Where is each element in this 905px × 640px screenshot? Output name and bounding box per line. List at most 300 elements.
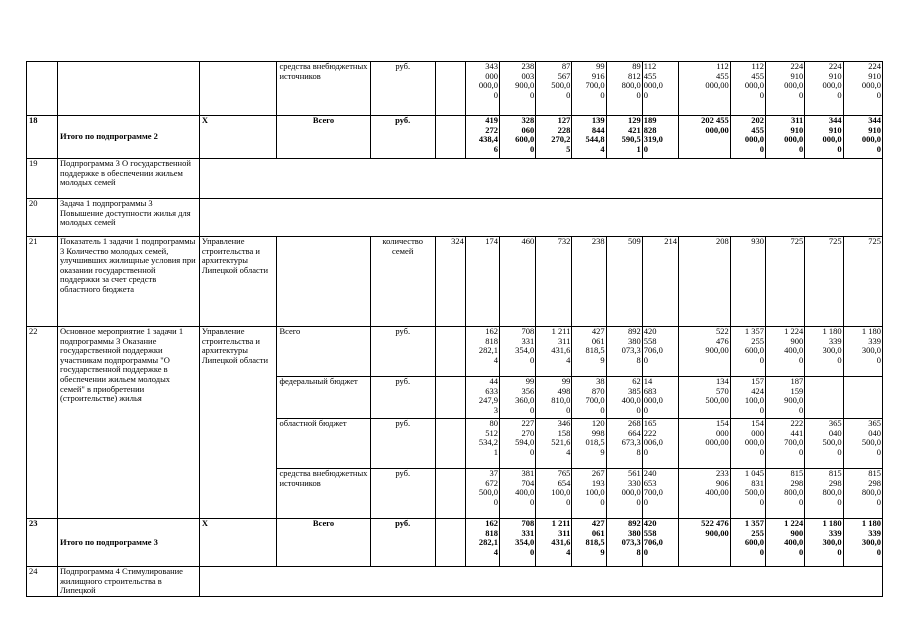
cell-line: 000,0 (744, 134, 764, 145)
value-cell: 509 (606, 237, 642, 327)
row-number: 18 (27, 116, 58, 159)
cell-line: 0 (643, 496, 649, 507)
cell-line: 073,3 (621, 345, 641, 356)
cell-line: 910 (828, 124, 842, 135)
cell-line: 202 (751, 115, 764, 125)
cell-line: 800,0 (784, 487, 804, 498)
cell-line: 62 (632, 376, 641, 386)
cell-line: 365 (868, 418, 881, 428)
cell-line: 4 (566, 446, 571, 457)
cell-line: 800,0 (822, 487, 842, 498)
value-cell: 460 (499, 237, 535, 327)
cell-line: 706,0 (643, 345, 663, 356)
cell-line: 354,0 (515, 345, 535, 356)
cell-line: 672 (485, 477, 498, 488)
cell-line: 818 (485, 527, 498, 538)
cell-line: 120 (591, 418, 605, 428)
funding-source: областной бюджет (277, 419, 370, 469)
value-cell (730, 469, 765, 519)
section-title: Задача 1 подпрограммы 3 Повышение доступности жилья для молодых семей (58, 199, 200, 237)
cell-line: 0 (636, 496, 641, 507)
value-cell (730, 327, 765, 377)
cell-line: 0 (600, 89, 605, 100)
cell-line: 906 (716, 477, 729, 488)
cell-line: 37 (489, 468, 498, 478)
cell-line: 0 (799, 89, 804, 100)
cell-line: 000,0 (744, 437, 764, 448)
unit: руб. (370, 519, 435, 567)
cell-line: 222 (643, 427, 657, 438)
cell-line: 633 (485, 385, 498, 396)
value-cell (805, 116, 843, 159)
value-cell (805, 62, 843, 116)
cell-line: 000,0 (478, 80, 498, 91)
executor: X (199, 519, 277, 567)
cell-line: 0 (600, 404, 605, 415)
cell-line: 0 (529, 89, 535, 100)
cell-line: 431,6 (551, 537, 571, 548)
value-cell (765, 116, 804, 159)
cell-line: 664 (628, 427, 641, 438)
value-cell: 174 (465, 237, 499, 327)
cell-line: 255 (751, 527, 764, 538)
cell-line: 189 (643, 115, 657, 125)
cell-line: 0 (759, 496, 764, 507)
cell-line: 300,0 (822, 537, 842, 548)
cell-line: 828 (643, 124, 657, 135)
value-cell (572, 116, 606, 159)
cell-line: 831 (751, 477, 764, 488)
value-cell (805, 327, 843, 377)
value-cell (499, 519, 535, 567)
cell-line: 708 (521, 326, 535, 336)
cell-line: 330 (628, 477, 641, 488)
value-cell: 214 (642, 237, 678, 327)
value-cell (679, 419, 731, 469)
cell-line: 003 (521, 70, 535, 81)
budget-table (26, 61, 883, 597)
cell-line: 224 (868, 61, 881, 71)
row-name: Основное мероприятие 1 задачи 1 подпрограммы 3 Оказание государственной поддержки участникам подпрограммы "О государственной поддержке в обеспечении жильем молодых семей" в приобретении (строительстве) жилья (58, 327, 200, 519)
cell-line: 6 (493, 143, 498, 154)
cell-line: 040 (868, 427, 881, 438)
row-number: 20 (27, 199, 58, 237)
value-cell (606, 469, 642, 519)
cell-line: 441 (790, 427, 804, 438)
cell-line: 400,0 (515, 487, 535, 498)
value-cell (572, 419, 606, 469)
cell-line: 590,5 (621, 134, 641, 145)
cell-line: 400,0 (621, 395, 641, 406)
value-cell (536, 327, 572, 377)
cell-line: 100,0 (551, 487, 571, 498)
cell-line: 9 (600, 546, 605, 557)
value-cell: 725 (805, 237, 843, 327)
cell-line: 331 (521, 527, 535, 538)
cell-line: 815 (828, 468, 842, 478)
cell-line: 8 (636, 354, 641, 365)
value-cell (536, 377, 572, 419)
cell-line: 420 (643, 518, 657, 528)
cell-line: 4 (600, 143, 605, 154)
cell-line: 455 (716, 70, 729, 81)
cell-line: 500,0 (861, 437, 881, 448)
cell-line: 561 (628, 468, 641, 478)
cell-line: 0 (759, 89, 764, 100)
cell-line: 1 180 (861, 518, 881, 528)
value-cell: 732 (536, 237, 572, 327)
cell-line: 162 (485, 518, 498, 528)
cell-line: 193 (591, 477, 605, 488)
cell-line: 187 (790, 376, 804, 386)
value-cell: 725 (843, 237, 882, 327)
cell-line: 700,0 (585, 80, 605, 91)
cell-line: 998 (591, 427, 605, 438)
cell-line: 344 (868, 115, 881, 125)
value-cell (679, 469, 731, 519)
cell-line: 870 (591, 385, 605, 396)
cell-line: 600,0 (515, 134, 535, 145)
cell-line: 006,0 (643, 437, 663, 448)
row-number (27, 62, 58, 116)
cell-line: 000,0 (822, 80, 842, 91)
value-cell (572, 327, 606, 377)
cell-line: 800,0 (861, 487, 881, 498)
cell-line: 812 (628, 70, 641, 81)
value-cell (536, 419, 572, 469)
row-name (58, 62, 200, 116)
cell-line: 600,0 (744, 537, 764, 548)
cell-line: 000,0 (784, 80, 804, 91)
value-cell (642, 469, 678, 519)
cell-line: 0 (759, 546, 764, 557)
cell-line: 224 (790, 61, 804, 71)
row-name: Показатель 1 задачи 1 подпрограммы 3 Количество молодых семей, улучшивших жилищные условия при оказании государственной поддержки за счет средств областного бюджета (58, 237, 200, 327)
value-cell (499, 419, 535, 469)
cell-line: 298 (868, 477, 881, 488)
unit: количество семей (370, 237, 435, 327)
cell-line: 498 (557, 385, 571, 396)
cell-line: 0 (529, 404, 535, 415)
cell-line: 900,0 (515, 80, 535, 91)
cell-line: 558 (643, 527, 657, 538)
empty-cell (199, 567, 882, 597)
cell-line: 0 (643, 446, 649, 457)
row-name: Итого по подпрограмме 3 (58, 519, 200, 567)
value-cell (465, 419, 499, 469)
cell-line: 0 (529, 143, 535, 154)
cell-line: 061 (591, 335, 605, 346)
cell-line: 910 (828, 70, 842, 81)
section-row (27, 567, 883, 597)
cell-line: 1 357 (744, 326, 764, 336)
cell-line: 0 (600, 496, 605, 507)
table-row (27, 237, 883, 327)
cell-line: 910 (790, 70, 804, 81)
cell-line: 139 (591, 115, 605, 125)
cell-line: 165 (643, 418, 657, 428)
value-cell (843, 519, 882, 567)
value-cell (642, 377, 678, 419)
value-cell (536, 469, 572, 519)
value-cell: 324 (435, 237, 465, 327)
empty-cell (435, 519, 465, 567)
cell-line: 060 (521, 124, 535, 135)
cell-line: 9 (600, 354, 605, 365)
table-body (27, 62, 883, 597)
cell-line: 346 (557, 418, 571, 428)
cell-line: 0 (876, 89, 881, 100)
cell-line: 000,0 (784, 134, 804, 145)
value-cell (499, 62, 535, 116)
cell-line: 000,0 (643, 80, 663, 91)
cell-line: 158 (557, 427, 571, 438)
value-cell (642, 519, 678, 567)
cell-line: 455 (751, 70, 764, 81)
cell-line: 815 (790, 468, 804, 478)
cell-line: 44 (489, 376, 498, 386)
cell-line: 0 (837, 89, 842, 100)
table-row (27, 327, 883, 377)
value-cell (765, 327, 804, 377)
cell-line: 420 (643, 326, 657, 336)
cell-line: 704 (521, 477, 535, 488)
cell-line: 1 (493, 446, 498, 457)
cell-line: 000,0 (861, 134, 881, 145)
value-cell (730, 62, 765, 116)
cell-line: 344 (828, 115, 842, 125)
value-cell (572, 469, 606, 519)
cell-line: 1 224 (784, 326, 804, 336)
value-cell (536, 62, 572, 116)
value-cell (465, 469, 499, 519)
cell-line: 311 (558, 527, 571, 538)
cell-line: 000 (751, 427, 764, 438)
cell-line: 339 (868, 335, 881, 346)
cell-line: 018,5 (585, 437, 605, 448)
value-cell (536, 116, 572, 159)
cell-line: 892 (628, 518, 641, 528)
value-cell (679, 62, 731, 116)
unit: руб. (370, 62, 435, 116)
value-cell (606, 519, 642, 567)
cell-line: 100,0 (744, 395, 764, 406)
empty-cell (435, 116, 465, 159)
value-cell (606, 116, 642, 159)
value-cell (465, 519, 499, 567)
cell-line: 0 (799, 546, 804, 557)
cell-line: 360,0 (515, 395, 535, 406)
cell-line: 154 (716, 418, 729, 428)
cell-line: 99 (525, 376, 535, 386)
cell-line: 4 (493, 546, 498, 557)
cell-line: 1 045 (744, 468, 764, 478)
cell-line: 400,0 (784, 537, 804, 548)
cell-line: 0 (643, 404, 649, 415)
cell-line: 700,0 (585, 395, 605, 406)
cell-line: 424 (751, 385, 764, 396)
cell-line: 512 (485, 427, 498, 438)
cell-line: 061 (591, 527, 605, 538)
value-cell (805, 419, 843, 469)
value-cell (642, 419, 678, 469)
cell-line: 365 (828, 418, 842, 428)
value-cell: 930 (730, 237, 765, 327)
cell-line: 0 (566, 404, 571, 415)
value-cell (765, 62, 804, 116)
cell-line: 1 224 (784, 518, 804, 528)
cell-line: 594,0 (515, 437, 535, 448)
row-number: 22 (27, 327, 58, 519)
cell-line: 700,0 (784, 437, 804, 448)
cell-line: 0 (566, 496, 571, 507)
cell-line: 134 (716, 376, 729, 386)
cell-line: 343 (485, 61, 498, 71)
cell-line: 815 (868, 468, 881, 478)
cell-line: 844 (591, 124, 605, 135)
cell-line: 500,00 (705, 395, 729, 406)
cell-line: 0 (799, 404, 804, 415)
cell-line: 222 (790, 418, 804, 428)
cell-line: 14 (643, 376, 653, 386)
total-row (27, 116, 883, 159)
section-row (27, 199, 883, 237)
cell-line: 38 (596, 376, 605, 386)
cell-line: 268 (628, 418, 641, 428)
cell-line: 0 (529, 446, 535, 457)
cell-line: 500,0 (551, 80, 571, 91)
cell-line: 282,1 (478, 345, 498, 356)
cell-line: 5 (566, 143, 571, 154)
cell-line: 381 (521, 468, 535, 478)
funding-source: федеральный бюджет (277, 377, 370, 419)
cell-line: 0 (529, 546, 535, 557)
cell-line: 0 (643, 89, 649, 100)
value-cell (606, 327, 642, 377)
cell-line: 0 (493, 496, 498, 507)
table-row (27, 62, 883, 116)
cell-line: 706,0 (643, 537, 663, 548)
cell-line: 900,00 (705, 527, 729, 538)
cell-line: 000 (485, 70, 498, 81)
cell-line: 521,6 (551, 437, 571, 448)
value-cell (843, 327, 882, 377)
cell-line: 0 (759, 446, 764, 457)
cell-line: 0 (799, 446, 804, 457)
cell-line: 500,0 (822, 437, 842, 448)
value-cell (843, 62, 882, 116)
cell-line: 87 (561, 61, 571, 71)
cell-line: 298 (790, 477, 804, 488)
cell-line: 427 (591, 326, 605, 336)
empty-cell (435, 419, 465, 469)
value-cell (730, 377, 765, 419)
cell-line: 255 (751, 335, 764, 346)
cell-line: 0 (643, 143, 649, 154)
cell-line: 400,0 (784, 345, 804, 356)
row-number: 23 (27, 519, 58, 567)
section-title: Подпрограмма 4 Стимулирование жилищного строительства в Липецкой (58, 567, 200, 597)
value-cell (805, 469, 843, 519)
cell-line: 900 (790, 335, 804, 346)
empty-cell (199, 199, 882, 237)
unit: руб. (370, 419, 435, 469)
cell-line: 270 (521, 427, 535, 438)
cell-line: 000,00 (705, 437, 729, 448)
cell-line: 0 (636, 404, 641, 415)
value-cell (765, 419, 804, 469)
value-cell (642, 327, 678, 377)
executor: Управление строительства и архитектуры Липецкой области (199, 327, 277, 519)
cell-line: 300,0 (861, 345, 881, 356)
empty-cell (435, 469, 465, 519)
value-cell (606, 419, 642, 469)
cell-line: 339 (828, 335, 842, 346)
cell-line: 89 (632, 61, 641, 71)
cell-line: 380 (628, 335, 641, 346)
empty-cell (435, 62, 465, 116)
cell-line: 700,0 (643, 487, 663, 498)
cell-line: 0 (876, 546, 881, 557)
empty-cell (435, 327, 465, 377)
value-cell (499, 377, 535, 419)
value-cell (679, 519, 731, 567)
row-number: 21 (27, 237, 58, 327)
cell-line: 810,0 (551, 395, 571, 406)
value-cell (730, 116, 765, 159)
value-cell (805, 519, 843, 567)
cell-line: 3 (493, 404, 498, 415)
cell-line: 708 (521, 518, 535, 528)
cell-line: 233 (716, 468, 729, 478)
cell-line: 400,00 (705, 487, 729, 498)
cell-line: 910 (868, 70, 881, 81)
value-cell (642, 62, 678, 116)
cell-line: 000,0 (861, 80, 881, 91)
value-cell (843, 419, 882, 469)
cell-line: 570 (716, 385, 729, 396)
cell-line: 500,0 (744, 487, 764, 498)
cell-line: 240 (643, 468, 657, 478)
cell-line: 0 (759, 354, 764, 365)
cell-line: 600,0 (744, 345, 764, 356)
cell-line: 112 (643, 61, 657, 71)
cell-line: 227 (521, 418, 535, 428)
section-row (27, 159, 883, 199)
value-cell (679, 116, 731, 159)
cell-line: 331 (521, 335, 535, 346)
cell-line: 127 (557, 115, 571, 125)
cell-line: 0 (837, 354, 842, 365)
value-cell (679, 377, 731, 419)
cell-line: 900 (790, 527, 804, 538)
cell-line: 1 180 (861, 326, 881, 336)
cell-line: 157 (751, 376, 764, 386)
row-number: 19 (27, 159, 58, 199)
cell-line: 673,3 (621, 437, 641, 448)
total-row (27, 519, 883, 567)
cell-line: 339 (828, 527, 842, 538)
funding-source: Всего (277, 519, 370, 567)
cell-line: 0 (643, 354, 649, 365)
cell-line: 0 (493, 89, 498, 100)
cell-line: 228 (557, 124, 571, 135)
cell-line: 0 (876, 143, 881, 154)
cell-line: 0 (876, 496, 881, 507)
cell-line: 112 (716, 61, 729, 71)
empty-cell (199, 159, 882, 199)
cell-line: 112 (751, 61, 764, 71)
